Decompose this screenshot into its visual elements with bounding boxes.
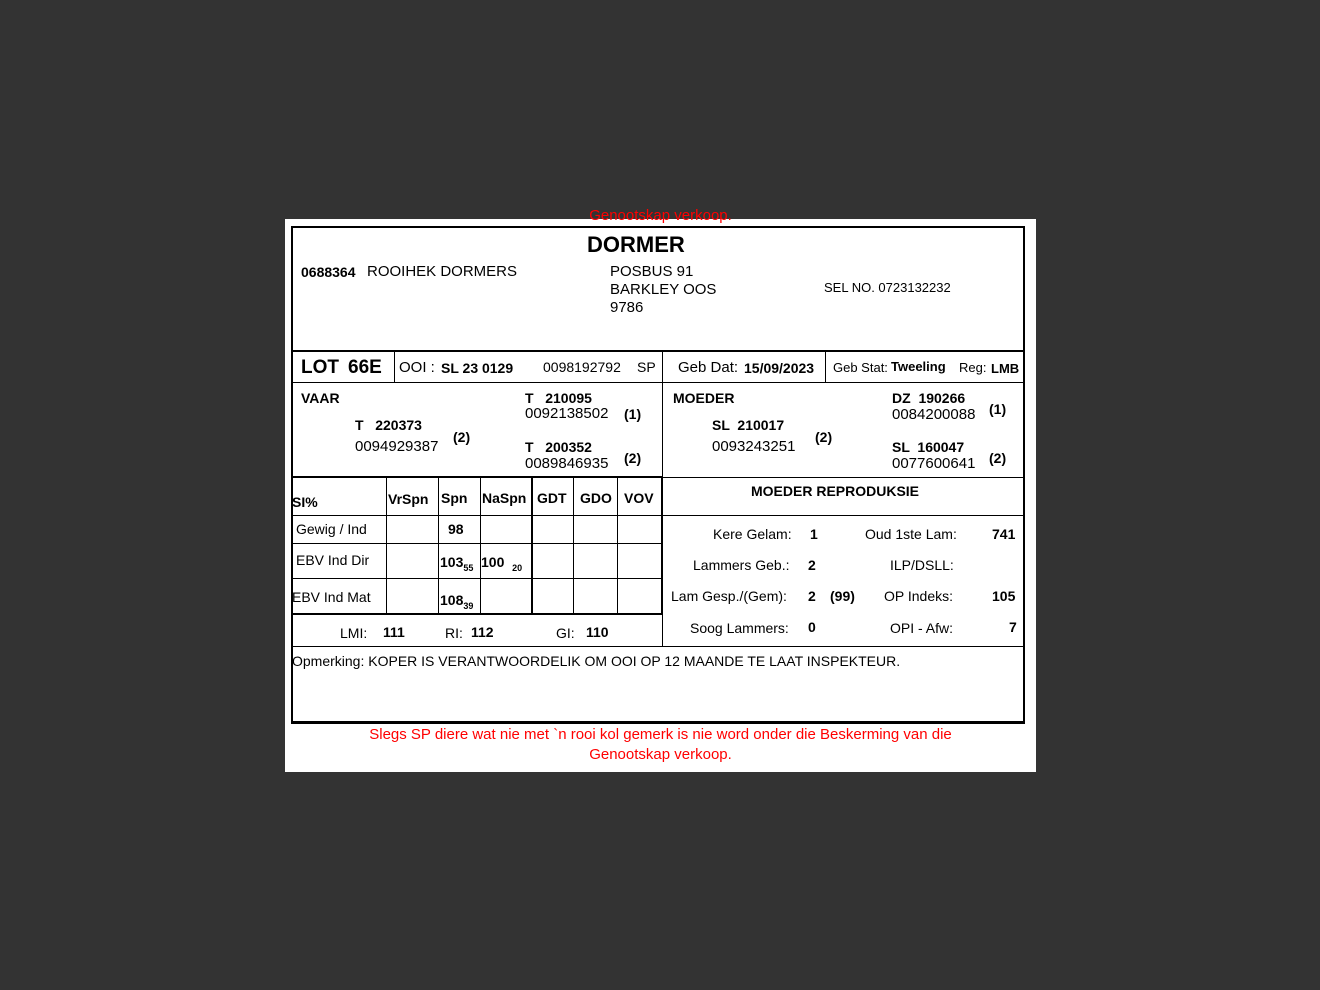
si-col-divider-2	[438, 477, 439, 614]
gi-label: GI:	[556, 625, 575, 641]
op-indeks-label: OP Indeks:	[884, 588, 954, 604]
breeder-name: ROOIHEK DORMERS	[367, 263, 518, 280]
si-col-divider-4	[531, 477, 533, 614]
si-spn-value	[440, 554, 473, 573]
vaar-name: T 220373	[355, 417, 422, 433]
remark-top-line	[291, 646, 1025, 647]
lam-gesp-avg: (99)	[830, 588, 855, 604]
ooi-value: SL 23 0129	[441, 360, 514, 376]
gi-value: 110	[586, 624, 609, 640]
si-spn-number: 108	[440, 592, 464, 608]
kere-gelam-value: 1	[810, 526, 818, 542]
footer-notice-line2: Genootskap verkoop.	[589, 746, 732, 763]
moeder-dam-name: SL 160047	[892, 439, 965, 455]
sp-divider	[662, 351, 663, 383]
si-row1-bottom-line	[291, 543, 662, 544]
si-table-top-line	[291, 476, 662, 478]
vaar-dam-count: (2)	[624, 450, 642, 466]
vaar-sire-name: T 210095	[525, 390, 592, 406]
address-line-2: BARKLEY OOS	[610, 281, 717, 298]
gebdat-divider	[825, 351, 826, 383]
si-row-label: EBV Ind Mat	[292, 589, 371, 605]
geb-dat-value: 15/09/2023	[744, 360, 815, 376]
moeder-count: (2)	[815, 429, 833, 445]
oud-1ste-lam-value: 741	[992, 526, 1016, 542]
vaar-dam-number: 0089846935	[525, 455, 609, 472]
opi-afw-label: OPI - Afw:	[890, 620, 954, 636]
moeder-sire-count: (1)	[989, 401, 1007, 417]
si-row2-bottom-line	[291, 578, 662, 579]
lam-gesp-label: Lam Gesp./(Gem):	[671, 588, 787, 604]
si-spn-number: 103	[440, 554, 464, 570]
card-border-bottom	[291, 721, 1025, 724]
si-naspn-number: 100	[481, 554, 505, 570]
si-spn-value	[440, 592, 473, 611]
vaar-sire-number: 0092138502	[525, 405, 609, 422]
reg-label: Reg:	[959, 360, 987, 375]
repro-title-bottom-line	[662, 515, 1023, 516]
geb-stat-value: Tweeling	[891, 359, 946, 374]
si-header-gdt: GDT	[537, 490, 567, 506]
si-spn-value: 98	[448, 521, 464, 537]
vaar-count: (2)	[453, 429, 471, 445]
remark	[292, 653, 900, 669]
si-table-right-line	[661, 477, 663, 614]
reg-value: LMB	[991, 361, 1020, 376]
op-indeks-value: 105	[992, 588, 1016, 604]
lot-label: LOT	[301, 357, 339, 378]
top-footer-fragment: Genootskap verkoop.	[589, 207, 732, 224]
card-border-top	[291, 226, 1025, 228]
si-col-divider-3	[480, 477, 481, 614]
oud-1ste-lam-label: Oud 1ste Lam:	[865, 526, 957, 542]
si-naspn-value	[481, 554, 522, 573]
soog-lammers-label: Soog Lammers:	[690, 620, 789, 636]
si-col-divider-6	[617, 477, 618, 614]
repro-top-line	[662, 477, 1023, 478]
breeder-id: 0688364	[301, 264, 356, 280]
si-header-bottom-line	[291, 515, 662, 516]
ri-label: RI:	[445, 625, 463, 641]
moeder-number: 0093243251	[712, 438, 796, 455]
lot-card-page	[285, 207, 1036, 772]
kere-gelam-label: Kere Gelam:	[713, 526, 792, 542]
si-naspn-accuracy: 20	[512, 562, 523, 573]
sp-marker: SP	[637, 359, 656, 375]
lmi-value: 111	[383, 624, 405, 640]
repro-left-line	[662, 614, 663, 646]
address-line-1: POSBUS 91	[610, 263, 694, 280]
moeder-label: MOEDER	[673, 390, 735, 406]
card-border-right	[1023, 226, 1025, 723]
moeder-sire-name: DZ 190266	[892, 390, 966, 406]
si-header-gdo: GDO	[580, 490, 612, 506]
si-spn-accuracy: 39	[463, 600, 474, 611]
phone-number: SEL NO. 0723132232	[824, 280, 951, 295]
vaar-label: VAAR	[301, 390, 340, 406]
pedigree-divider	[662, 383, 663, 477]
moeder-name: SL 210017	[712, 417, 785, 433]
moeder-dam-number: 0077600641	[892, 455, 976, 472]
geb-stat-label: Geb Stat:	[833, 360, 888, 375]
card-border-left	[291, 226, 293, 723]
ooi-label: OOI :	[399, 359, 435, 376]
lam-gesp-value: 2	[808, 588, 816, 604]
vaar-sire-count: (1)	[624, 406, 642, 422]
lammers-geb-label: Lammers Geb.:	[693, 557, 790, 573]
si-header-naspn: NaSpn	[482, 490, 527, 506]
address-line-3: 9786	[610, 299, 644, 316]
ooi-id-number: 0098192792	[543, 359, 621, 375]
remark-label: Opmerking:	[292, 653, 365, 669]
breed-title: DORMER	[587, 232, 685, 257]
si-header-spn: Spn	[441, 490, 468, 506]
lot-row-bottom-line	[291, 382, 1025, 383]
geb-dat-label: Geb Dat:	[678, 359, 739, 376]
soog-lammers-value: 0	[808, 619, 816, 635]
moeder-dam-count: (2)	[989, 450, 1007, 466]
lmi-label: LMI:	[340, 625, 368, 641]
lammers-geb-value: 2	[808, 557, 816, 573]
ilp-dsll-label: ILP/DSLL:	[890, 557, 954, 573]
vaar-number: 0094929387	[355, 438, 439, 455]
si-header-vrspn: VrSpn	[388, 491, 429, 507]
si-col-divider-5	[573, 477, 574, 614]
lot-value: 66E	[348, 357, 382, 378]
repro-title: MOEDER REPRODUKSIE	[751, 483, 920, 499]
footer-notice-line1: Slegs SP diere wat nie met `n rooi kol gemerk is nie word onder die Beskerming van die	[369, 726, 952, 743]
si-table-bottom-line	[291, 613, 662, 615]
si-row-label: Gewig / Ind	[296, 521, 367, 537]
si-header-vov: VOV	[624, 490, 654, 506]
remark-text: KOPER IS VERANTWOORDELIK OM OOI OP 12 MAANDE TE LAAT INSPEKTEUR.	[368, 653, 901, 669]
ri-value: 112	[471, 624, 494, 640]
lot-divider	[394, 351, 395, 383]
lot-row-top-line	[291, 350, 1025, 352]
si-col-divider-1	[386, 477, 387, 614]
vaar-dam-name: T 200352	[525, 439, 592, 455]
moeder-sire-number: 0084200088	[892, 406, 976, 423]
opi-afw-value: 7	[1009, 619, 1017, 635]
si-spn-accuracy: 55	[463, 562, 474, 573]
si-header-si: SI%	[292, 494, 318, 510]
si-row-label: EBV Ind Dir	[296, 552, 370, 568]
